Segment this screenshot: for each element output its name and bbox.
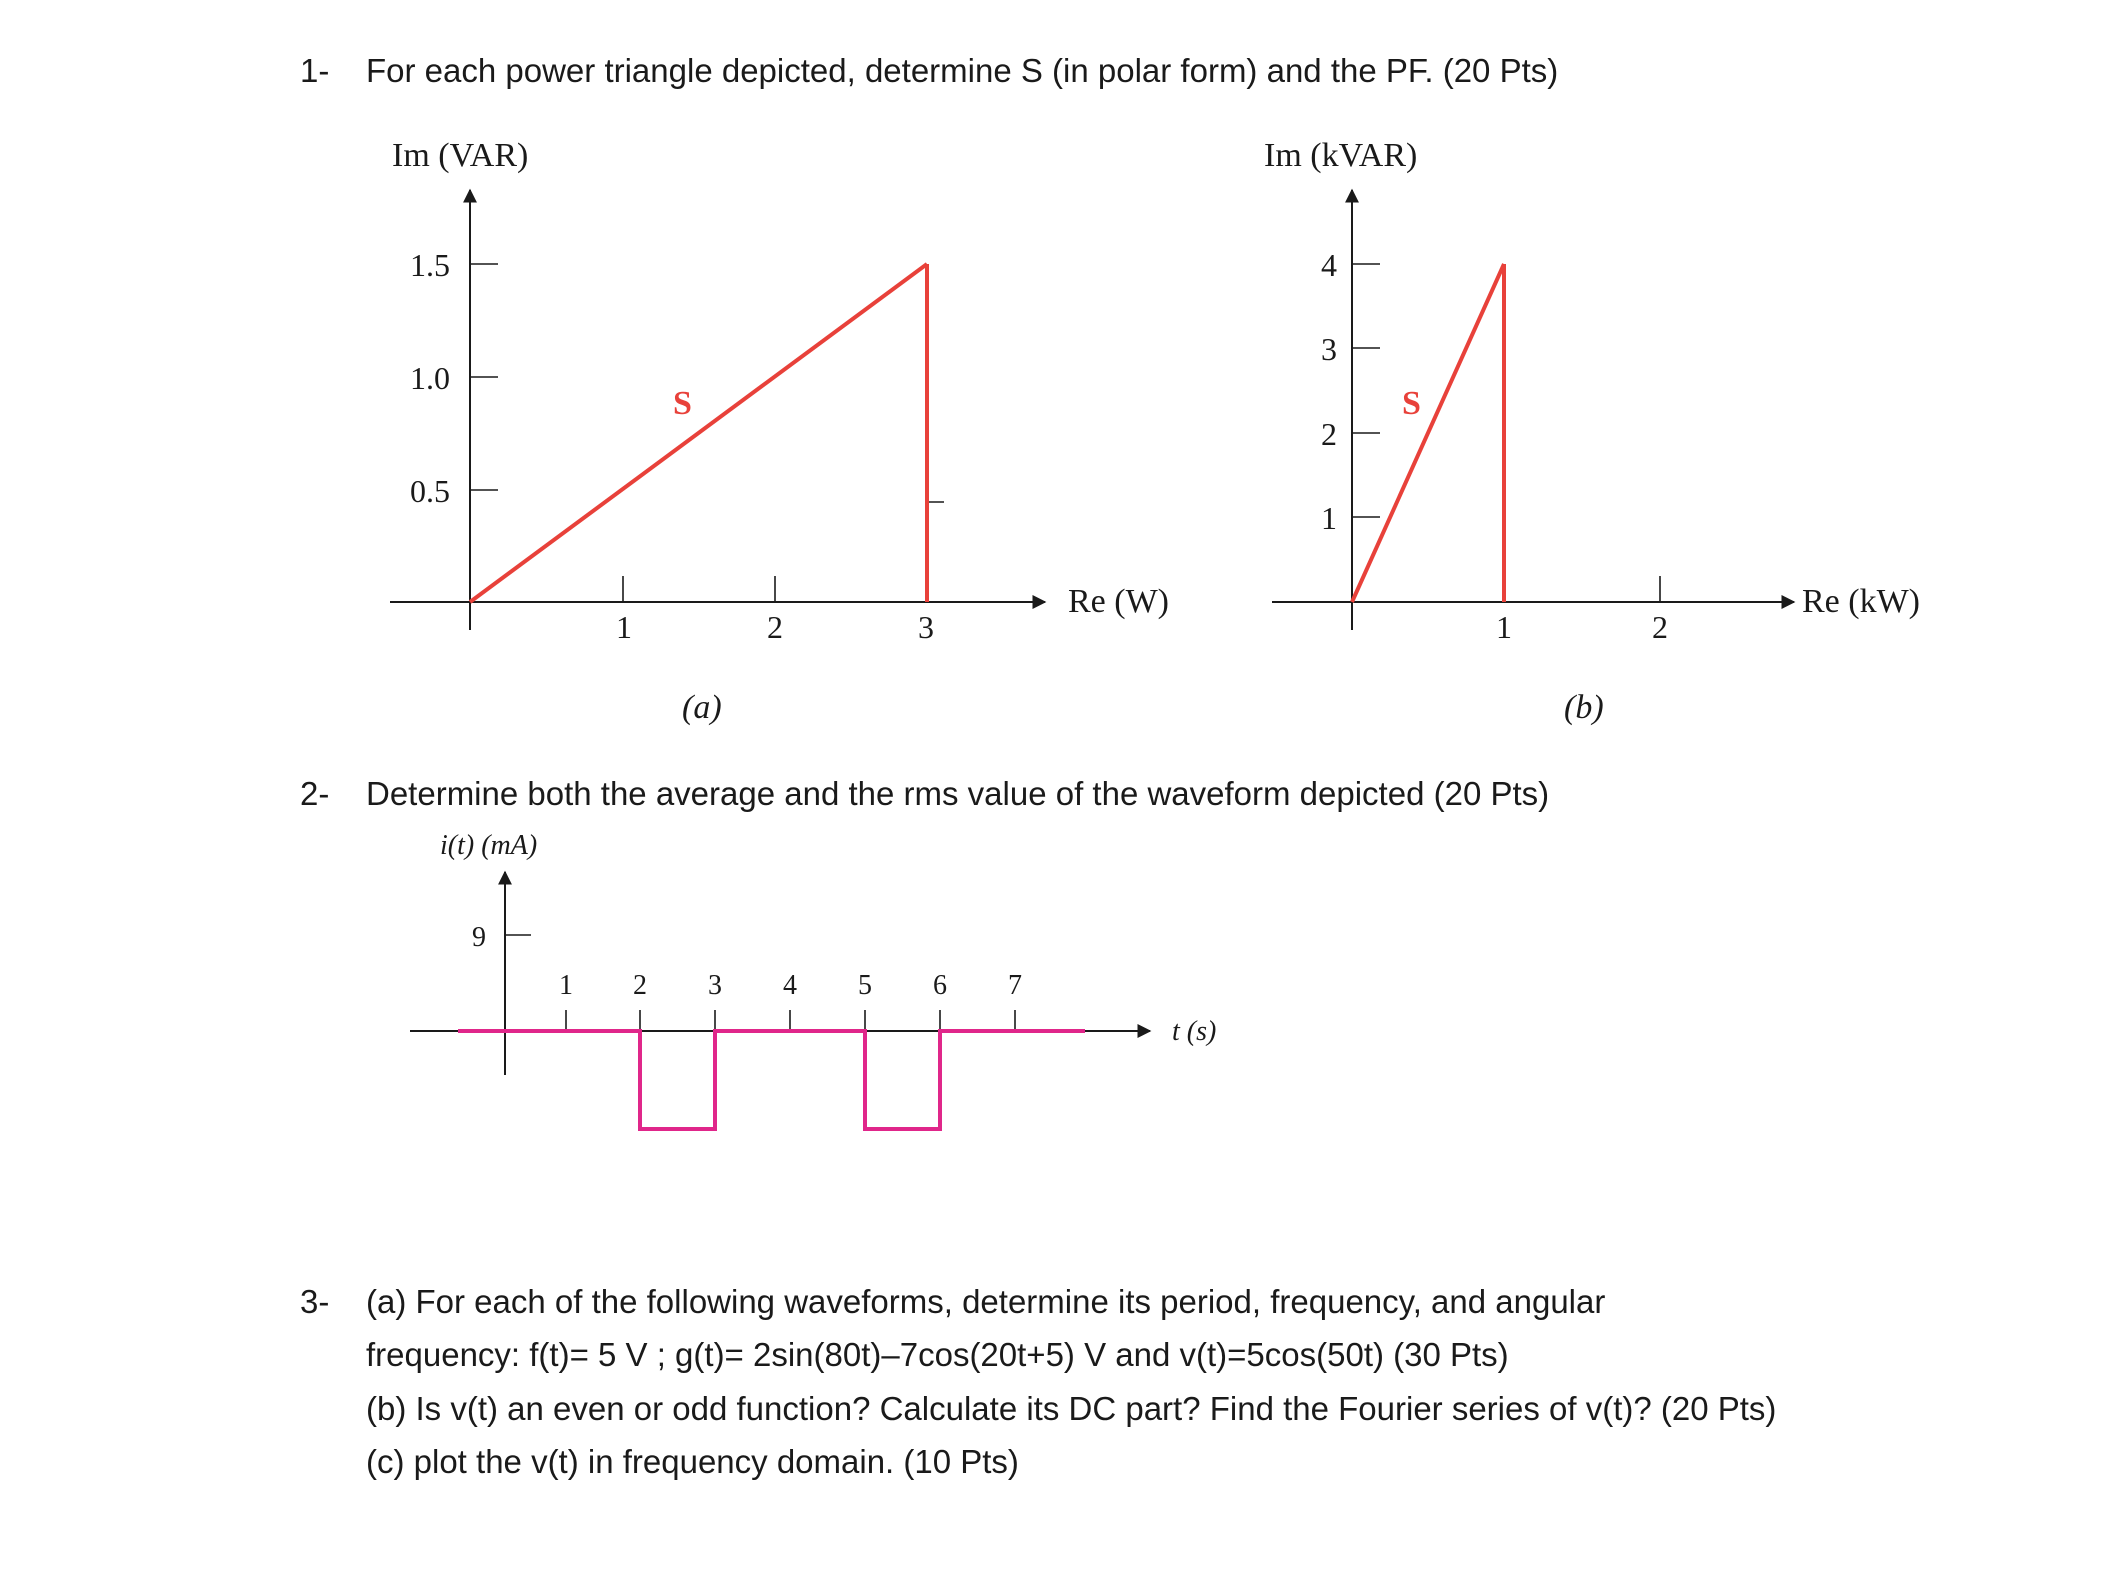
fig-a-vector-label: S <box>673 385 692 422</box>
fig-a-x-ticks <box>616 502 944 645</box>
fig-b-x-tick-label: 1 <box>1496 609 1512 645</box>
fig-b-y-tick-label: 4 <box>1321 247 1337 283</box>
power-triangle-b <box>1264 137 1920 726</box>
fig-b-y-axis-label: Im (kVAR) <box>1264 137 1418 174</box>
question-2-number: 2- <box>300 775 330 812</box>
fig-a-x-tick-label: 3 <box>918 609 934 645</box>
question-3-line-3: (b) Is v(t) an even or odd function? Calculate its DC part? Find the Fourier series of v(t)? (20 Pts) <box>366 1390 1777 1427</box>
waveform-figure <box>410 830 1216 1129</box>
fig-a-caption: (a) <box>682 689 722 726</box>
wave-x-tick-label: 1 <box>559 970 573 1001</box>
wave-x-ticks <box>559 970 1022 1031</box>
fig-b-y-tick-label: 3 <box>1321 331 1337 367</box>
question-3-line-4: (c) plot the v(t) in frequency domain. (10 Pts) <box>366 1443 1019 1480</box>
question-3-line-1: (a) For each of the following waveforms, determine its period, frequency, and angular <box>366 1283 1606 1320</box>
wave-x-tick-label: 7 <box>1008 970 1022 1001</box>
question-2-text: Determine both the average and the rms value of the waveform depicted (20 Pts) <box>366 775 1550 812</box>
wave-y-tick-label: 9 <box>472 922 486 953</box>
fig-b-x-axis-label: Re (kW) <box>1802 583 1921 620</box>
wave-x-tick-label: 3 <box>708 970 722 1001</box>
fig-a-x-tick-label: 1 <box>616 609 632 645</box>
fig-b-vector-label: S <box>1402 385 1421 422</box>
question-3-number: 3- <box>300 1283 330 1320</box>
question-3-line-2: frequency: f(t)= 5 V ; g(t)= 2sin(80t)–7cos(20t+5) V and v(t)=5cos(50t) (30 Pts) <box>366 1336 1509 1373</box>
wave-x-tick-label: 5 <box>858 970 872 1001</box>
question-1-number: 1- <box>300 52 330 89</box>
fig-a-x-tick-label: 2 <box>767 609 783 645</box>
fig-a-y-ticks <box>410 247 498 509</box>
wave-signal <box>458 1031 1085 1129</box>
fig-b-caption: (b) <box>1564 689 1604 726</box>
fig-b-x-tick-label: 2 <box>1652 609 1668 645</box>
fig-a-y-tick-label: 0.5 <box>410 473 450 509</box>
power-triangle-a <box>390 137 1169 726</box>
fig-a-y-tick-label: 1.0 <box>410 360 450 396</box>
wave-x-axis-label: t (s) <box>1172 1016 1217 1047</box>
fig-b-y-tick-label: 2 <box>1321 416 1337 452</box>
fig-a-y-tick-label: 1.5 <box>410 247 450 283</box>
fig-a-y-axis-label: Im (VAR) <box>392 137 529 174</box>
wave-x-tick-label: 6 <box>933 970 947 1001</box>
fig-b-x-ticks <box>1496 576 1668 645</box>
fig-b-y-tick-label: 1 <box>1321 500 1337 536</box>
wave-y-axis-label: i(t) (mA) <box>440 830 538 861</box>
question-1-text: For each power triangle depicted, determine S (in polar form) and the PF. (20 Pts) <box>366 52 1559 89</box>
wave-x-tick-label: 4 <box>783 970 797 1001</box>
fig-a-x-axis-label: Re (W) <box>1068 583 1170 620</box>
wave-x-tick-label: 2 <box>633 970 647 1001</box>
fig-a-vector-s <box>470 264 927 602</box>
fig-b-y-ticks <box>1321 247 1380 536</box>
